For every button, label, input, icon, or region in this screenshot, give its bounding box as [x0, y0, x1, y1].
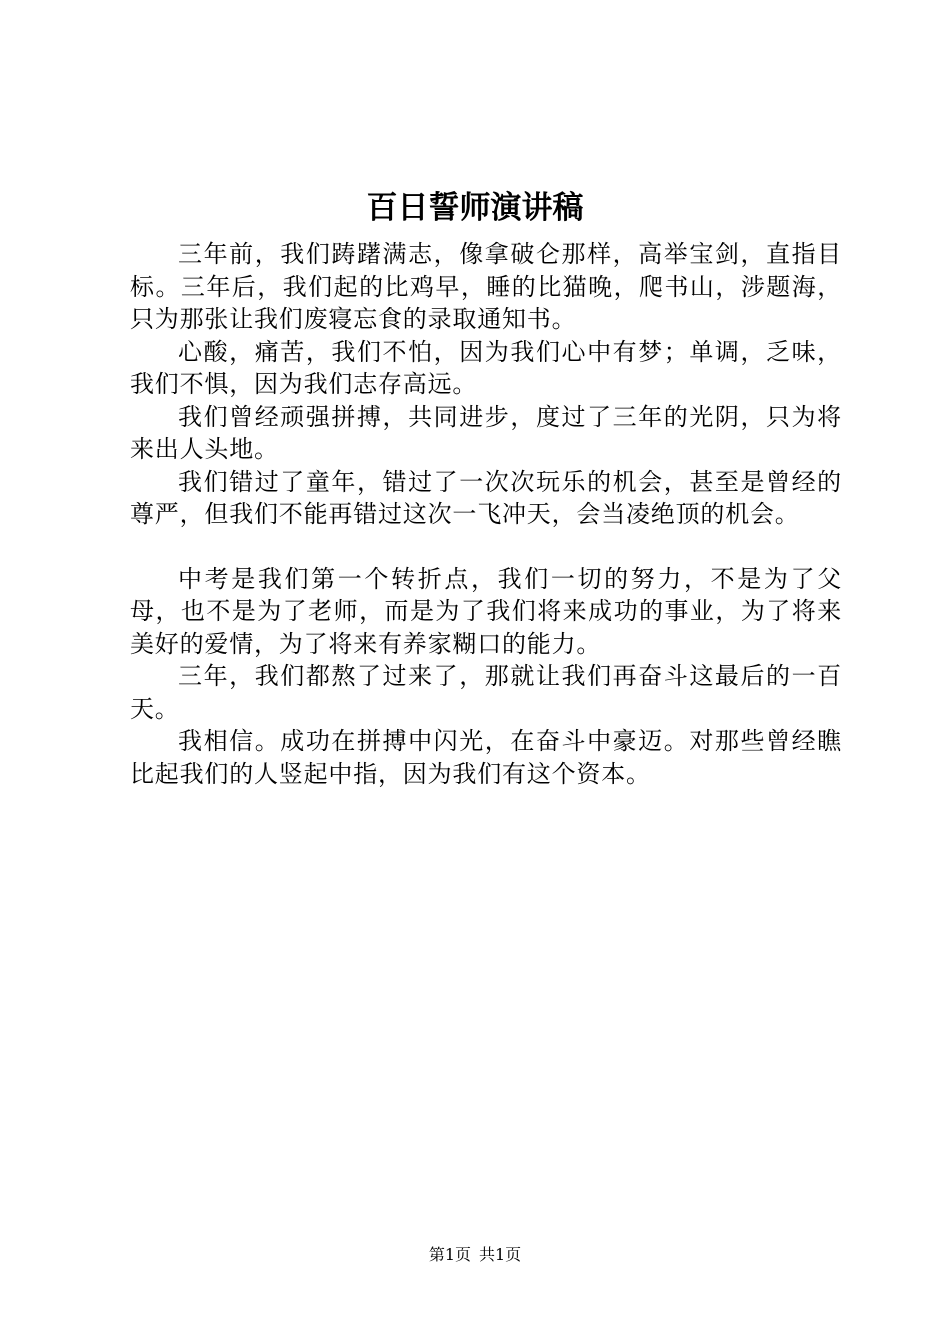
paragraph-7: 我相信。成功在拼搏中闪光，在奋斗中豪迈。对那些曾经瞧比起我们的人竖起中指，因为我们有这个资本。 [130, 727, 842, 788]
paragraph-1: 三年前，我们踌躇满志，像拿破仑那样，高举宝剑，直指目标。三年后，我们起的比鸡早，睡的比猫晚，爬书山，涉题海，只为那张让我们废寝忘食的录取通知书。 [130, 240, 842, 333]
page-number-current: 第1页 [428, 1245, 471, 1264]
paragraph-4: 我们错过了童年，错过了一次次玩乐的机会，甚至是曾经的尊严，但我们不能再错过这次一飞冲天，会当凌绝顶的机会。 [130, 467, 842, 528]
paragraph-2: 心酸，痛苦，我们不怕，因为我们心中有梦；单调，乏味，我们不惧，因为我们志存高远。 [130, 337, 842, 398]
paragraph-5: 中考是我们第一个转折点，我们一切的努力，不是为了父母，也不是为了老师，而是为了我们将来成功的事业，为了将来美好的爱情，为了将来有养家糊口的能力。 [130, 564, 842, 658]
document-title: 百日誓师演讲稿 [366, 190, 584, 226]
paragraph-6: 三年，我们都熬了过来了，那就让我们再奋斗这最后的一百天。 [130, 662, 842, 723]
page-number-total: 共1页 [479, 1245, 522, 1264]
paragraph-3: 我们曾经顽强拼搏，共同进步，度过了三年的光阴，只为将来出人头地。 [130, 402, 842, 463]
document-body [130, 238, 842, 790]
page-footer [0, 1245, 950, 1265]
